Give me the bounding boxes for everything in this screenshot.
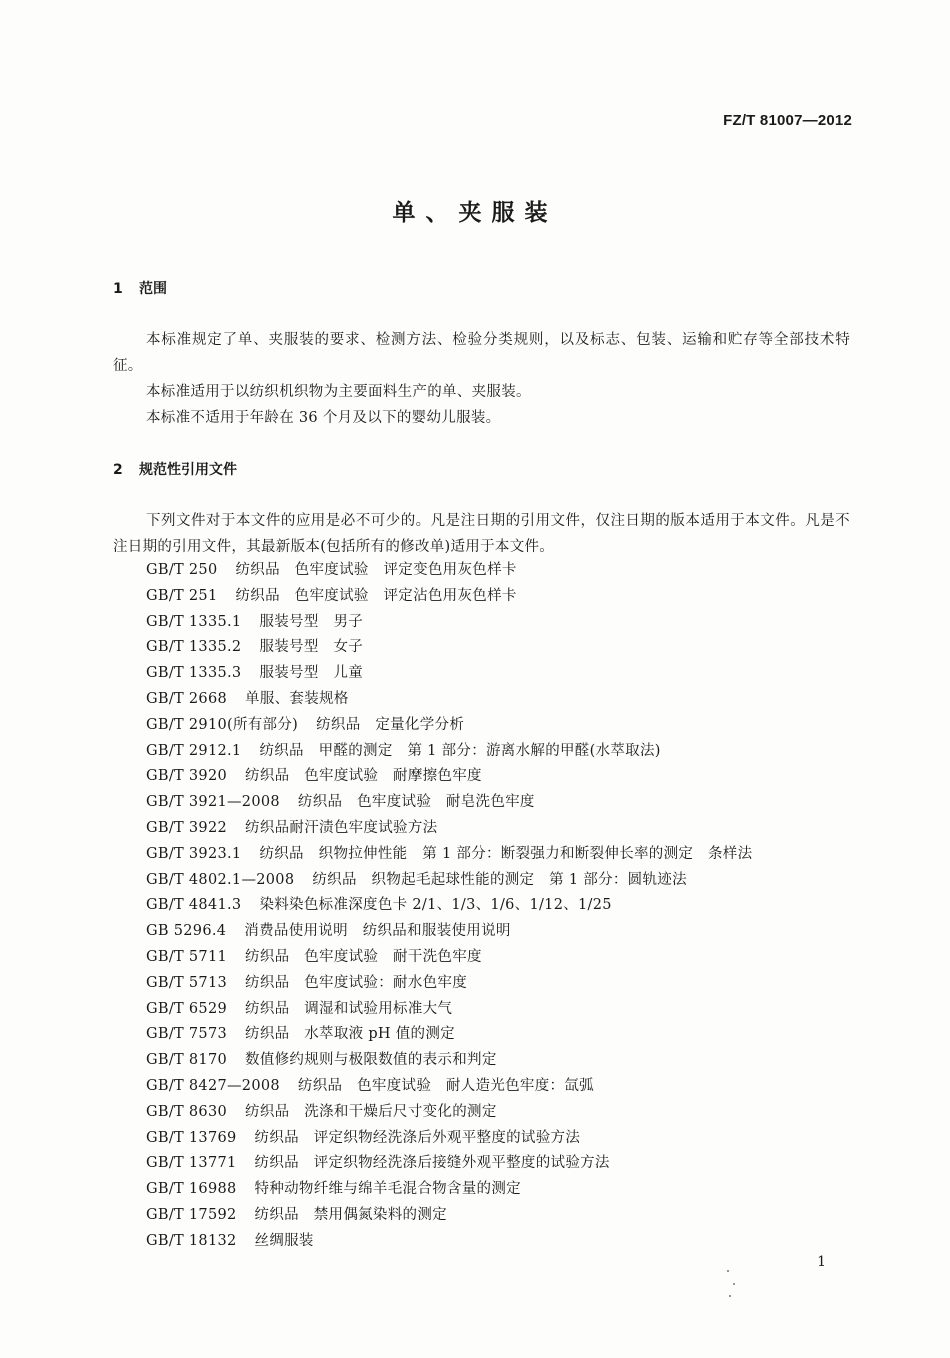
- reference-title: 服装号型 儿童: [259, 665, 364, 682]
- reference-code: GB/T 8630: [146, 1103, 228, 1120]
- reference-code: GB/T 5713: [146, 974, 228, 991]
- reference-item: [146, 739, 752, 765]
- reference-code: GB/T 250: [146, 562, 218, 578]
- reference-item: [146, 1022, 752, 1048]
- reference-item: [146, 1126, 752, 1152]
- reference-item: [146, 558, 752, 584]
- reference-title: 数值修约规则与极限数值的表示和判定: [245, 1052, 497, 1069]
- reference-item: [146, 1048, 752, 1074]
- reference-code: GB/T 13769: [146, 1129, 237, 1146]
- reference-title: 纺织品 评定织物经洗涤后接缝外观平整度的试验方法: [254, 1155, 610, 1172]
- reference-item: [146, 713, 752, 739]
- reference-title: 单服、套装规格: [245, 690, 349, 707]
- reference-item: [146, 997, 752, 1023]
- reference-item: [146, 893, 752, 919]
- reference-title: 消费品使用说明 纺织品和服装使用说明: [244, 923, 511, 940]
- scan-speck: [729, 1295, 731, 1297]
- reference-item: [146, 1203, 752, 1229]
- reference-title: 服装号型 女子: [259, 639, 364, 656]
- reference-item: [146, 1177, 752, 1203]
- scope-paragraph-1: 本标准规定了单、夹服装的要求、检测方法、检验分类规则，以及标志、包装、运输和贮存等全部技术特征。: [113, 332, 850, 374]
- normative-references-list: [146, 558, 752, 1255]
- reference-code: GB/T 8427—2008: [146, 1077, 280, 1094]
- reference-title: 纺织品 织物起毛起球性能的测定 第 1 部分：圆轨迹法: [312, 871, 687, 888]
- reference-code: GB/T 17592: [146, 1206, 237, 1223]
- reference-code: GB/T 4802.1—2008: [146, 871, 295, 888]
- reference-item: [146, 584, 752, 610]
- reference-title: 纺织品 定量化学分析: [316, 716, 465, 733]
- section-title: 规范性引用文件: [139, 462, 237, 478]
- reference-title: 纺织品耐汗渍色牢度试验方法: [245, 819, 438, 836]
- reference-code: GB 5296.4: [146, 923, 227, 940]
- reference-code: GB/T 2910(所有部分): [146, 716, 299, 733]
- reference-title: 纺织品 色牢度试验 耐干洗色牢度: [245, 948, 482, 965]
- reference-item: [146, 868, 752, 894]
- reference-item: [146, 945, 752, 971]
- reference-title: 纺织品 水萃取液 pH 值的测定: [245, 1026, 455, 1043]
- reference-title: 纺织品 洗涤和干燥后尺寸变化的测定: [245, 1103, 497, 1120]
- reference-item: [146, 1074, 752, 1100]
- reference-item: [146, 764, 752, 790]
- reference-code: GB/T 8170: [146, 1052, 228, 1069]
- reference-title: 染料染色标准深度色卡 2/1、1/3、1/6、1/12、1/25: [259, 897, 612, 914]
- reference-code: GB/T 4841.3: [146, 897, 242, 914]
- reference-item: [146, 1229, 752, 1255]
- section-number: 1: [113, 281, 123, 297]
- reference-title: 纺织品 色牢度试验 耐人造光色牢度：氙弧: [297, 1077, 594, 1094]
- reference-item: [146, 610, 752, 636]
- reference-code: GB/T 1335.2: [146, 639, 242, 656]
- reference-title: 纺织品 织物拉伸性能 第 1 部分：断裂强力和断裂伸长率的测定 条样法: [259, 845, 753, 862]
- standard-code: FZ/T 81007—2012: [723, 112, 852, 129]
- reference-title: 纺织品 甲醛的测定 第 1 部分：游离水解的甲醛(水萃取法): [259, 742, 661, 759]
- document-title: 单、夹服装: [392, 200, 558, 226]
- scan-speck: [733, 1283, 735, 1285]
- reference-title: 纺织品 色牢度试验 耐摩擦色牢度: [245, 768, 482, 785]
- reference-title: 服装号型 男子: [259, 613, 364, 630]
- section-2-heading: [113, 459, 237, 479]
- reference-item: [146, 971, 752, 997]
- references-intro-paragraph: 下列文件对于本文件的应用是必不可少的。凡是注日期的引用文件，仅注日期的版本适用于本文件。凡是不注日期的引用文件，其最新版本(包括所有的修改单)适用于本文件。: [113, 513, 850, 555]
- reference-code: GB/T 1335.3: [146, 665, 242, 682]
- scope-paragraph-3: 本标准不适用于年龄在 36 个月及以下的婴幼儿服装。: [146, 410, 501, 426]
- reference-item: [146, 816, 752, 842]
- reference-title: 纺织品 评定织物经洗涤后外观平整度的试验方法: [254, 1129, 581, 1146]
- reference-item: [146, 842, 752, 868]
- reference-code: GB/T 13771: [146, 1155, 237, 1172]
- reference-title: 纺织品 调湿和试验用标准大气: [245, 1000, 453, 1017]
- reference-code: GB/T 1335.1: [146, 613, 242, 630]
- reference-code: GB/T 7573: [146, 1026, 228, 1043]
- section-number: 2: [113, 462, 123, 478]
- reference-item: [146, 687, 752, 713]
- reference-item: [146, 635, 752, 661]
- reference-item: [146, 790, 752, 816]
- reference-item: [146, 1100, 752, 1126]
- reference-code: GB/T 251: [146, 587, 218, 604]
- reference-code: GB/T 16988: [146, 1181, 237, 1198]
- reference-code: GB/T 3921—2008: [146, 794, 280, 811]
- reference-title: 纺织品 色牢度试验 耐皂洗色牢度: [297, 794, 535, 811]
- reference-code: GB/T 3920: [146, 768, 228, 785]
- reference-item: [146, 1151, 752, 1177]
- reference-title: 纺织品 色牢度试验 评定变色用灰色样卡: [235, 562, 517, 578]
- scope-paragraph-2: 本标准适用于以纺织机织物为主要面料生产的单、夹服装。: [146, 384, 531, 400]
- reference-title: 特种动物纤维与绵羊毛混合物含量的测定: [254, 1181, 521, 1198]
- reference-item: [146, 919, 752, 945]
- reference-code: GB/T 5711: [146, 948, 228, 965]
- reference-code: GB/T 3922: [146, 819, 228, 836]
- reference-code: GB/T 18132: [146, 1232, 237, 1249]
- reference-code: GB/T 2912.1: [146, 742, 242, 759]
- reference-code: GB/T 2668: [146, 690, 228, 707]
- reference-title: 纺织品 色牢度试验 评定沾色用灰色样卡: [235, 587, 517, 604]
- reference-item: [146, 661, 752, 687]
- reference-title: 丝绸服装: [254, 1232, 314, 1249]
- page-number: 1: [817, 1254, 826, 1270]
- section-1-heading: [113, 278, 167, 298]
- reference-code: GB/T 3923.1: [146, 845, 242, 862]
- reference-code: GB/T 6529: [146, 1000, 228, 1017]
- scan-speck: [727, 1270, 729, 1272]
- section-title: 范围: [139, 281, 167, 297]
- reference-title: 纺织品 色牢度试验：耐水色牢度: [245, 974, 468, 991]
- reference-title: 纺织品 禁用偶氮染料的测定: [254, 1206, 447, 1223]
